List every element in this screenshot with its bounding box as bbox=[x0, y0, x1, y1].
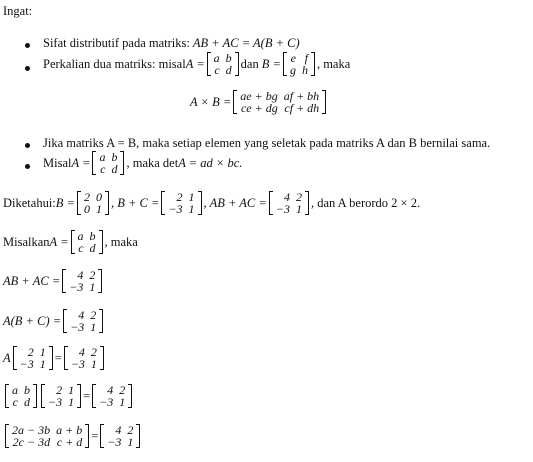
bullet-determinant bbox=[43, 151, 242, 175]
matrix-result bbox=[64, 346, 104, 370]
heading-text: Ingat: bbox=[3, 4, 33, 18]
matrix-row bbox=[273, 203, 305, 215]
equation: , AB + AC = bbox=[203, 195, 267, 210]
matrix-cell: ce + dg bbox=[240, 101, 278, 115]
equation: AB + AC = A(B + C) bbox=[192, 36, 300, 50]
bracket-right bbox=[100, 346, 104, 370]
bracket-right bbox=[105, 191, 109, 215]
matrix-row bbox=[81, 203, 105, 215]
heading bbox=[3, 4, 32, 19]
matrix-cell: 2c − 3d bbox=[12, 435, 51, 449]
matrix-cell: 4 bbox=[115, 423, 122, 437]
bracket-right bbox=[198, 191, 202, 215]
step-text: Misalkan bbox=[3, 234, 50, 249]
matrix-cell: cf + dh bbox=[284, 101, 320, 115]
matrix-cell: 2 bbox=[89, 268, 96, 282]
matrix-body bbox=[17, 346, 49, 370]
matrix-cell: −3 bbox=[168, 202, 183, 216]
bracket-right bbox=[136, 424, 140, 448]
matrix-cell: d bbox=[24, 395, 30, 409]
equation: B = bbox=[55, 195, 75, 210]
bullet-distributive bbox=[43, 36, 300, 51]
equals-sign: = bbox=[54, 350, 62, 365]
step-substitute bbox=[3, 346, 106, 370]
bracket-right bbox=[120, 151, 124, 175]
matrix-cell: a bbox=[99, 150, 106, 164]
matrix-cell: f bbox=[304, 51, 308, 65]
matrix-cell: h bbox=[301, 63, 308, 77]
matrix-body bbox=[165, 191, 197, 215]
matrix-cell: c bbox=[100, 162, 106, 176]
matrix-cell: 1 bbox=[89, 280, 96, 294]
equation: A × B = bbox=[190, 94, 232, 109]
matrix-cell: −3 bbox=[99, 395, 114, 409]
matrix-cell: 2 bbox=[176, 190, 183, 204]
matrix-cell: 1 bbox=[127, 435, 134, 449]
equation: AB + AC = bbox=[3, 273, 61, 288]
bracket-right bbox=[33, 384, 37, 408]
equation: A(B + C) = bbox=[3, 313, 62, 328]
matrix-cell: b bbox=[24, 383, 30, 397]
matrix-cell: b bbox=[111, 150, 118, 164]
matrix-cell: 2a − 3b bbox=[12, 423, 51, 437]
matrix-cell: 1 bbox=[68, 395, 75, 409]
matrix-cell: a bbox=[12, 383, 18, 397]
step-expand bbox=[3, 384, 134, 408]
matrix-cell: c bbox=[78, 241, 84, 255]
matrix-cell: −3 bbox=[19, 357, 34, 371]
equation: A = bbox=[185, 56, 205, 71]
matrix-body bbox=[67, 309, 99, 333]
matrix-cell: 1 bbox=[95, 202, 102, 216]
matrix-result bbox=[63, 309, 103, 333]
matrix-row bbox=[9, 396, 33, 408]
product-formula bbox=[190, 90, 328, 114]
matrix-cell: 1 bbox=[295, 202, 302, 216]
equation: A = ad × bc. bbox=[178, 155, 243, 170]
equals-sign: = bbox=[91, 428, 99, 443]
equals-sign: = bbox=[83, 388, 91, 403]
matrix-body bbox=[45, 384, 77, 408]
matrix-row bbox=[67, 321, 99, 333]
matrix-row bbox=[211, 64, 235, 76]
bullet-text: dan bbox=[240, 56, 259, 71]
bracket-right bbox=[128, 384, 132, 408]
matrix-b-plus-c bbox=[13, 346, 53, 370]
matrix-cell: c bbox=[214, 63, 220, 77]
matrix-body bbox=[287, 52, 311, 76]
given-label: Diketahui: bbox=[3, 195, 56, 210]
matrix-a bbox=[71, 230, 103, 254]
matrix-a bbox=[92, 151, 124, 175]
matrix-cell: −3 bbox=[48, 395, 63, 409]
bracket-right bbox=[305, 191, 309, 215]
matrix-body bbox=[9, 424, 85, 448]
bracket-right bbox=[99, 230, 103, 254]
matrix-cell: 2 bbox=[90, 308, 97, 322]
matrix-body bbox=[75, 230, 99, 254]
bracket-right bbox=[311, 52, 315, 76]
matrix-row bbox=[66, 281, 98, 293]
matrix-row bbox=[104, 436, 136, 448]
matrix-body bbox=[81, 191, 105, 215]
matrix-body bbox=[104, 424, 136, 448]
equation: A = bbox=[71, 155, 91, 170]
matrix-body bbox=[68, 346, 100, 370]
matrix-cell: 1 bbox=[39, 357, 46, 371]
step-product bbox=[3, 424, 142, 448]
matrix-body bbox=[96, 151, 120, 175]
bullet-equality bbox=[43, 136, 490, 151]
matrix-cell: 4 bbox=[78, 345, 85, 359]
matrix-row bbox=[9, 436, 85, 448]
equation: , B + C = bbox=[110, 195, 160, 210]
matrix-cell: b bbox=[225, 51, 232, 65]
bullet-text: , maka det bbox=[126, 155, 179, 170]
bullet-dot bbox=[25, 164, 30, 169]
bracket-right bbox=[98, 269, 102, 293]
matrix-cell: a bbox=[213, 51, 220, 65]
matrix-cell: 4 bbox=[77, 268, 84, 282]
equation: A bbox=[3, 350, 11, 365]
bracket-right bbox=[235, 52, 239, 76]
matrix-cell: 1 bbox=[90, 320, 97, 334]
matrix-row bbox=[96, 163, 120, 175]
matrix-body bbox=[211, 52, 235, 76]
matrix-cell: c bbox=[12, 395, 18, 409]
matrix-cell: −3 bbox=[275, 202, 290, 216]
bullet-dot bbox=[25, 43, 30, 48]
matrix-cell: ae + bg bbox=[240, 89, 278, 103]
matrix-cell: 1 bbox=[68, 383, 75, 397]
matrix-cell: 1 bbox=[188, 190, 195, 204]
matrix-a bbox=[5, 384, 37, 408]
matrix-cell: d bbox=[89, 241, 96, 255]
matrix-cell: a bbox=[77, 229, 84, 243]
bullet-dot bbox=[25, 66, 30, 71]
matrix-cell: 4 bbox=[78, 308, 85, 322]
matrix-cell: 0 bbox=[83, 202, 90, 216]
matrix-cell: d bbox=[111, 162, 118, 176]
matrix-cell: 2 bbox=[83, 190, 90, 204]
matrix-b bbox=[283, 52, 315, 76]
matrix-body bbox=[9, 384, 33, 408]
equation: A = bbox=[49, 234, 69, 249]
matrix-cell: 4 bbox=[283, 190, 290, 204]
matrix-cell: 4 bbox=[107, 383, 114, 397]
matrix-cell: 1 bbox=[188, 202, 195, 216]
matrix-cell: 0 bbox=[95, 190, 102, 204]
matrix-result bbox=[62, 269, 102, 293]
matrix-cell: e bbox=[290, 51, 296, 65]
matrix-row bbox=[237, 102, 322, 114]
matrix-cell: −3 bbox=[107, 435, 122, 449]
matrix-cell: 2 bbox=[119, 383, 126, 397]
equation: B = bbox=[261, 56, 281, 71]
matrix-b-plus-c bbox=[161, 191, 201, 215]
matrix-cell: g bbox=[289, 63, 296, 77]
bullet-text: Jika matriks A = B, maka setiap elemen yang seletak pada matriks A dan B bernilai sama. bbox=[43, 136, 491, 150]
matrix-body bbox=[273, 191, 305, 215]
bullet-text: Misal bbox=[43, 155, 72, 170]
matrix-cell: −3 bbox=[70, 357, 85, 371]
matrix-product bbox=[233, 90, 326, 114]
matrix-cell: 1 bbox=[39, 345, 46, 359]
matrix-row bbox=[165, 203, 197, 215]
matrix-cell: d bbox=[225, 63, 232, 77]
matrix-row bbox=[96, 396, 128, 408]
matrix-body bbox=[66, 269, 98, 293]
matrix-cell: 2 bbox=[27, 345, 34, 359]
matrix-ab-plus-ac bbox=[269, 191, 309, 215]
matrix-cell: 2 bbox=[56, 383, 63, 397]
matrix-cell: −3 bbox=[70, 320, 85, 334]
matrix-cell: b bbox=[89, 229, 96, 243]
matrix-row bbox=[75, 242, 99, 254]
step-ab-plus-ac bbox=[3, 269, 104, 293]
given-tail: , dan A berordo 2 × 2. bbox=[310, 195, 421, 210]
step-text: , maka bbox=[104, 234, 138, 249]
bullet-text: Perkalian dua matriks: misal bbox=[43, 56, 186, 71]
bullet-dot bbox=[25, 143, 30, 148]
step-factored bbox=[3, 309, 105, 333]
matrix-cell: 2 bbox=[295, 190, 302, 204]
matrix-b bbox=[77, 191, 109, 215]
matrix-cell: c + d bbox=[56, 435, 83, 449]
matrix-result bbox=[100, 424, 140, 448]
matrix-cell: −3 bbox=[69, 280, 84, 294]
matrix-row bbox=[17, 358, 49, 370]
bracket-right bbox=[322, 90, 326, 114]
matrix-result bbox=[92, 384, 132, 408]
matrix-body bbox=[96, 384, 128, 408]
matrix-product bbox=[5, 424, 89, 448]
bracket-right bbox=[99, 309, 103, 333]
step-let-a bbox=[3, 230, 138, 254]
matrix-row bbox=[287, 64, 311, 76]
matrix-b-plus-c bbox=[41, 384, 81, 408]
bracket-right bbox=[77, 384, 81, 408]
bracket-right bbox=[85, 424, 89, 448]
bullet-text: , maka bbox=[316, 56, 351, 71]
matrix-a bbox=[207, 52, 239, 76]
matrix-cell: 1 bbox=[90, 357, 97, 371]
bullet-text: Sifat distributif pada matriks: bbox=[43, 36, 190, 50]
bullet-multiplication bbox=[43, 52, 350, 76]
matrix-cell: a + b bbox=[56, 423, 83, 437]
bracket-right bbox=[49, 346, 53, 370]
matrix-cell: 2 bbox=[90, 345, 97, 359]
matrix-cell: 2 bbox=[127, 423, 134, 437]
matrix-cell: af + bh bbox=[283, 89, 320, 103]
matrix-body bbox=[237, 90, 322, 114]
matrix-cell: 1 bbox=[119, 395, 126, 409]
given-line bbox=[3, 191, 420, 215]
matrix-row bbox=[45, 396, 77, 408]
matrix-row bbox=[68, 358, 100, 370]
